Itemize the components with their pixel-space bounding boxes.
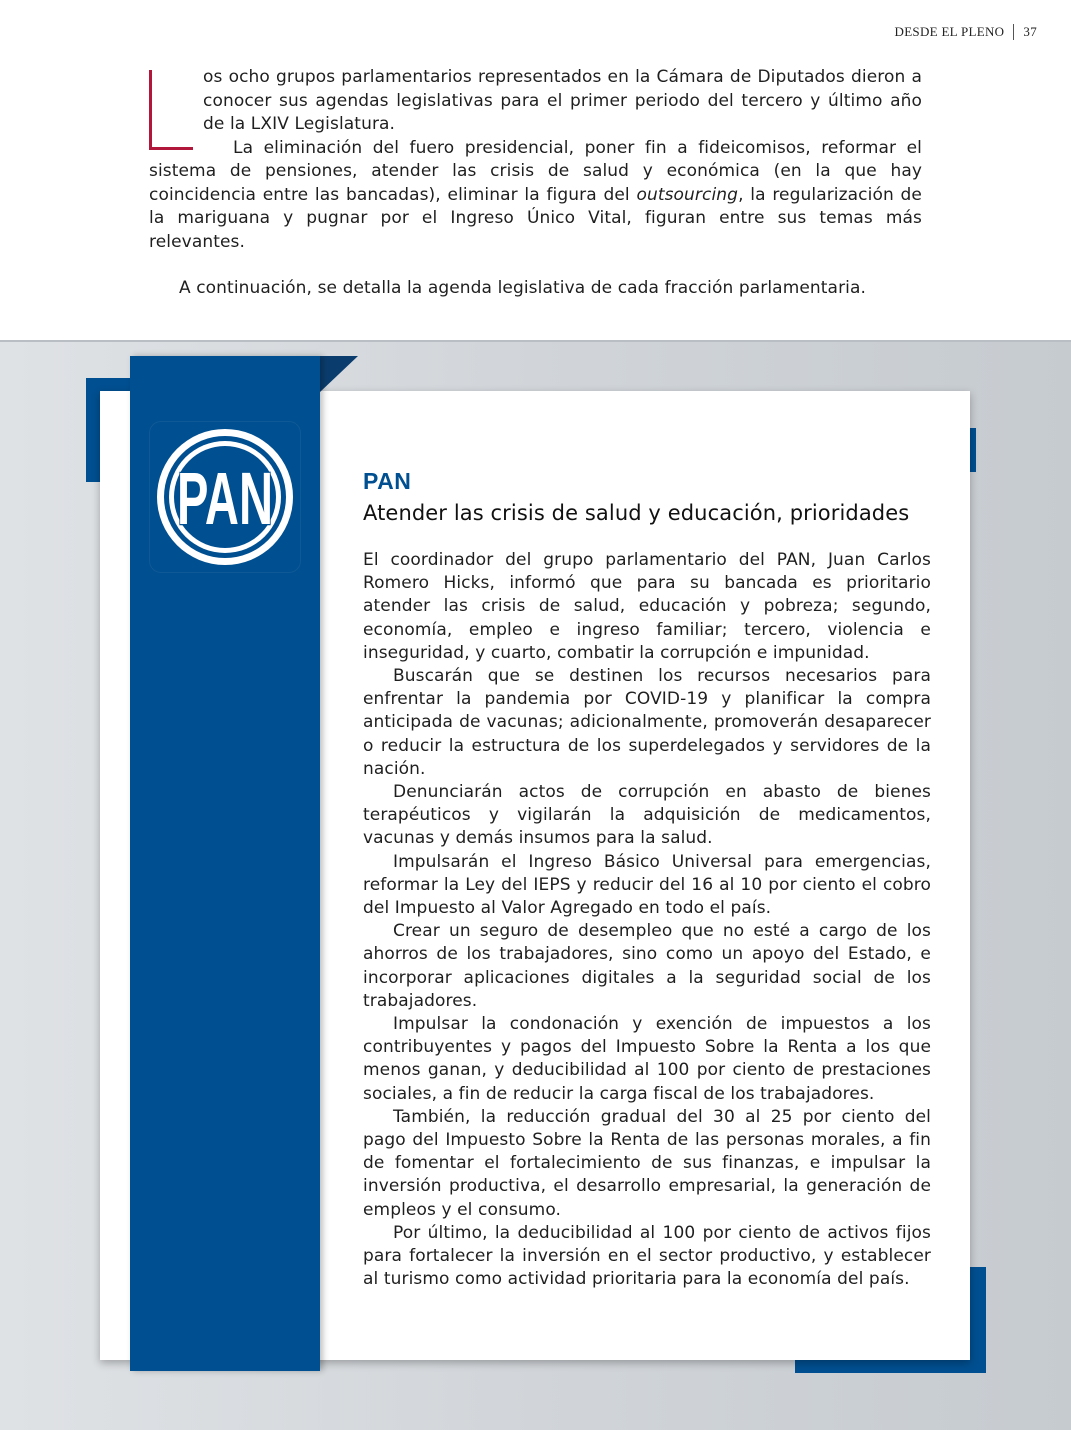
body-paragraph: Buscarán que se destinen los recursos necesarios para enfrentar la pandemia por COVID-19 y planificar la compra anticipada de vacunas; adicionalmente, promoverán desaparecer o reducir la estructura de los superdelegados y servidores de la nación.	[363, 666, 931, 779]
body-paragraph: Impulsar la condonación y exención de impuestos a los contribuyentes y pagos del Impuesto Sobre la Renta a los que menos ganan, y deducibilidad al 100 por ciento de prestaciones sociales, a fin de reducir la carga fiscal de los trabajadores.	[363, 1014, 931, 1104]
page-number: 37	[1023, 24, 1037, 39]
party-name: PAN	[363, 468, 412, 494]
header-divider	[1013, 24, 1014, 40]
section-title: DESDE EL PLENO	[894, 24, 1005, 39]
intro-paragraph-2-start: La eliminación del fuero presidencial, poner fin a fideicomisos, reformar el sistema de pensiones, atender las crisis de salud y económica (en la que hay coincidencia entre las bancadas), eliminar la figura del	[149, 137, 922, 205]
intro-paragraph-2-italic: outsourcing	[636, 184, 739, 205]
body-paragraph: Por último, la deducibilidad al 100 por ciento de activos fijos para fortalecer la inversión en el sector productivo, y establecer al turismo como actividad prioritaria para la economía del país.	[363, 1222, 931, 1290]
pan-logo	[149, 421, 301, 573]
intro-text	[149, 66, 922, 301]
body-paragraph: El coordinador del grupo parlamentario del PAN, Juan Carlos Romero Hicks, informó que para su bancada es prioritario atender las crisis de salud, educación y pobreza; segundo, economía, empleo e ingreso familiar; tercero, violencia e inseguridad, y cuarto, combatir la corrupción e impunidad.	[363, 550, 931, 663]
article-body	[363, 549, 931, 1292]
article-content	[363, 468, 931, 1292]
intro-paragraph-2	[149, 137, 922, 255]
body-paragraph: Impulsarán el Ingreso Básico Universal para emergencias, reformar la Ley del IEPS y reducir del 16 al 10 por ciento el cobro del Impuesto al Valor Agregado en todo el país.	[363, 851, 931, 919]
intro-paragraph-3: A continuación, se detalla la agenda legislativa de cada fracción parlamentaria.	[179, 278, 867, 298]
intro-paragraph-1: os ocho grupos parlamentarios representados en la Cámara de Diputados dieron a conocer sus agendas legislativas para el primer periodo del tercero y último año de la LXIV Legislatura.	[203, 67, 922, 134]
decor-strip-bottom	[795, 1358, 986, 1373]
body-paragraph: También, la reducción gradual del 30 al 25 por ciento del pago del Impuesto Sobre la Renta de las personas morales, a fin de fomentar el fortalecimiento de sus finanzas, e impulsar la inversión productiva, el desarrollo empresarial, la generación de empleos y el consumo.	[363, 1106, 931, 1220]
ribbon-fold	[320, 356, 358, 392]
intro-paragraph-2-end: , la regularización de la mariguana y pugnar por el Ingreso Único Vital, figuran entre sus temas más relevantes.	[149, 184, 922, 252]
drop-cap-frame	[149, 70, 193, 150]
pan-logo-emblem	[149, 421, 301, 573]
body-paragraph: Crear un seguro de desempleo que no esté a cargo de los ahorros de los trabajadores, sino como un apoyo del Estado, e incorporar aplicaciones digitales a la seguridad social de los trabajadores.	[363, 921, 931, 1011]
running-header	[895, 24, 1038, 40]
body-paragraph: Denunciarán actos de corrupción en abasto de bienes terapéuticos y vigilarán la adquisición de medicamentos, vacunas y demás insumos para la salud.	[363, 782, 931, 849]
pan-logo-text: PAN	[177, 457, 273, 540]
article-headline: Atender las crisis de salud y educación, prioridades	[363, 501, 910, 525]
